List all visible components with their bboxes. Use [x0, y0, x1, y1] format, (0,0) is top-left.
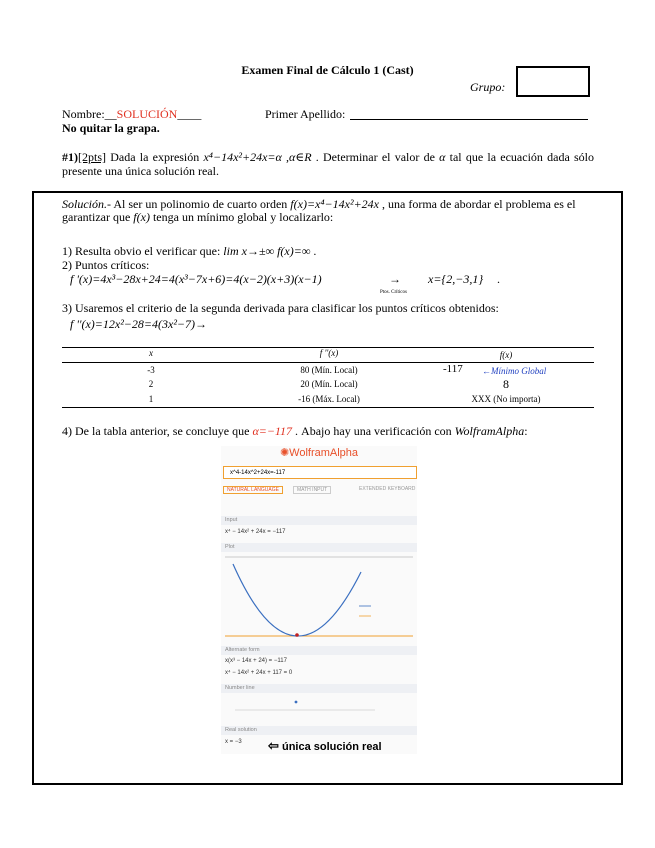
wolfram-alt-1: x(x³ − 14x + 24) = −117 — [225, 658, 287, 664]
wolfram-logo-icon: ✺ — [279, 447, 290, 459]
table-header-x: x — [149, 348, 153, 358]
step-2-note: Ptos. Críticos — [380, 290, 407, 295]
math-input-button[interactable]: MATH INPUT — [293, 486, 331, 494]
nombre-value: SOLUCIÓN — [116, 107, 178, 121]
wolfram-section-real: Real solution — [221, 726, 417, 735]
table-cell-x-2: 1 — [148, 394, 154, 404]
solution-intro — [62, 198, 596, 224]
step-1-end: . — [310, 244, 317, 258]
grupo-box[interactable] — [516, 66, 590, 97]
problem-text-a: Dada la expresión — [106, 150, 204, 164]
wolfram-section-numline: Number line — [221, 684, 417, 693]
problem-alpha: α — [439, 150, 446, 164]
wolfram-screenshot — [221, 446, 417, 754]
plot-curve — [233, 564, 361, 636]
natural-language-button[interactable]: NATURAL LANGUAGE — [223, 486, 283, 494]
step-4-text-b: . Abajo hay una verificación con — [292, 424, 455, 438]
wolfram-alt-2: x⁴ − 14x² + 24x + 117 = 0 — [225, 670, 293, 676]
plot-intersection-point — [295, 633, 299, 637]
solution-intro-expr: f(x)=x⁴−14x²+24x — [290, 197, 379, 211]
grapa-notice: No quitar la grapa. — [62, 121, 160, 135]
step-2-arrow: → — [389, 272, 401, 286]
table-cell-fpp-0: 80 (Mín. Local) — [300, 365, 358, 375]
solution-intro-c: tenga un mínimo global y localizarlo: — [149, 210, 334, 224]
step-2-text: 2) Puntos críticos: — [62, 258, 150, 272]
table-cell-fx-2: XXX (No importa) — [471, 394, 541, 404]
table-header-fx: f(x) — [499, 350, 513, 360]
step-4-end: : — [524, 424, 528, 438]
wolfram-plot — [225, 554, 413, 646]
table-cell-x-0: -3 — [147, 365, 155, 375]
step-4 — [62, 424, 528, 439]
solution-intro-fx: f(x) — [133, 210, 150, 224]
step-4-wolfram: WolframAlpha — [454, 424, 525, 438]
wolfram-brand — [221, 446, 417, 459]
solution-intro-b: , una forma de abordar el problema es el garantizar que — [62, 197, 576, 224]
nombre-label: Nombre:__ — [62, 107, 117, 121]
problem-expression: x⁴−14x²+24x=α ,α∈R — [203, 150, 312, 164]
problem-statement — [62, 150, 594, 178]
wolfram-input[interactable]: x^4-14x^2+24x=-117 — [223, 466, 417, 479]
wolfram-number-line — [225, 696, 413, 722]
wolfram-section-plot: Plot — [221, 543, 417, 552]
step-1 — [62, 244, 316, 259]
wolfram-real-solution: x = −3 — [225, 739, 242, 745]
step-4-alpha: α=−117 — [252, 424, 293, 438]
extended-keyboard-button[interactable]: EXTENDED KEYBOARD — [359, 486, 416, 492]
wolfram-input-result: x⁴ − 14x² + 24x = −117 — [225, 529, 286, 535]
step-4-text-a: 4) De la tabla anterior, se concluye que — [62, 424, 253, 438]
left-arrow-icon: ⇦ — [268, 738, 279, 753]
solution-intro-a: Al ser un polinomio de cuarto orden — [111, 197, 291, 211]
table-cell-note-0: ←Mínimo Global — [482, 366, 547, 376]
step-2-end: . — [497, 272, 500, 286]
problem-points: [2pts] — [78, 150, 106, 164]
problem-number: #1) — [62, 150, 78, 164]
problem-text-c: tal que la ecuación dada sólo presente una única solución real. — [62, 150, 594, 178]
table-cell-x-1: 2 — [148, 379, 154, 389]
apellido-label: Primer Apellido: — [265, 107, 346, 121]
wolfram-brand-text: WolframAlpha — [289, 447, 359, 459]
nombre-tail: ____ — [177, 107, 202, 121]
step-2-result: x={2,−3,1} — [428, 272, 484, 286]
step-2-expr: f '(x)=4x³−28x+24=4(x³−7x+6)=4(x−2)(x+3)(x−1) — [70, 272, 322, 286]
wolfram-section-alternate: Alternate form — [221, 646, 417, 655]
table-cell-fx-1: 8 — [503, 377, 509, 391]
table-cell-fpp-1: 20 (Mín. Local) — [300, 379, 358, 389]
table-rule-bottom — [62, 407, 594, 408]
table-cell-fx-0: -117 — [443, 363, 463, 375]
wolfram-mode-buttons — [223, 486, 417, 496]
step-3-text: 3) Usaremos el criterio de la segunda derivada para clasificar los puntos críticos obtenidos: — [62, 301, 499, 315]
apellido-field[interactable] — [350, 119, 588, 120]
problem-text-b: . Determinar el valor de — [311, 150, 440, 164]
step-1-expr: lim x→±∞ f(x)=∞ — [223, 244, 311, 258]
table-rule-mid — [62, 362, 594, 363]
nombre-line — [62, 107, 201, 122]
table-header-fpp: f ''(x) — [319, 348, 339, 358]
grupo-label: Grupo: — [470, 80, 506, 94]
unique-solution-text: única solución real — [281, 741, 382, 753]
wolfram-section-input: Input — [221, 516, 417, 525]
solution-label: Solución.- — [62, 197, 111, 211]
page-title: Examen Final de Cálculo 1 (Cast) — [241, 63, 414, 77]
step-1-text: 1) Resulta obvio el verificar que: — [62, 244, 224, 258]
numline-point — [295, 701, 298, 704]
step-3-expr: f ''(x)=12x²−28=4(3x²−7)→ — [70, 317, 208, 331]
table-cell-fpp-2: -16 (Máx. Local) — [298, 394, 360, 404]
unique-solution-note — [268, 738, 382, 754]
